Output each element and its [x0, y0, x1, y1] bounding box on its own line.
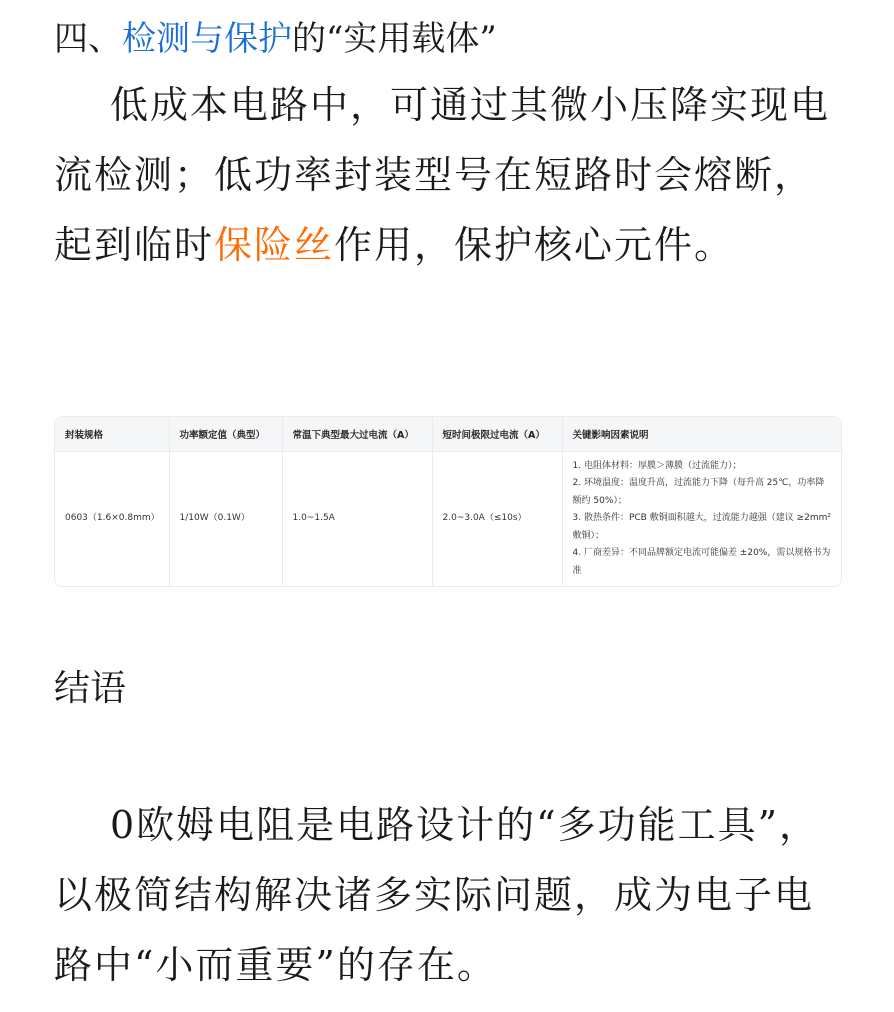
paragraph-conclusion — [54, 790, 846, 1000]
table-header-row — [55, 417, 841, 451]
note-item: 4. 厂商差异：不同品牌额定电流可能偏差 ±20%，需以规格书为准 — [572, 548, 831, 576]
note-item: 2. 环境温度：温度升高，过流能力下降（每升高 25℃，功率降额约 50%）； — [572, 478, 825, 506]
paragraph1-highlight: 保险丝 — [214, 223, 335, 267]
th-notes: 关键影响因素说明 — [562, 417, 841, 451]
paragraph-current-detection — [54, 70, 846, 280]
paragraph1-part1: 低成本电路中，可通过其微小压降实现电流检测；低功率封装型号在短路时会熔断，起到临时 — [54, 83, 831, 267]
heading-highlight: 检测与保护 — [122, 19, 292, 59]
spec-table — [54, 416, 842, 587]
section-heading — [54, 14, 854, 64]
th-max-current: 常温下典型最大过电流（A） — [282, 417, 432, 451]
paragraph1-part2: 作用，保护核心元件。 — [334, 223, 735, 267]
th-power: 功率额定值（典型） — [169, 417, 282, 451]
heading-suffix: 的“实用载体” — [292, 19, 497, 59]
cell-max-current: 1.0~1.5A — [282, 451, 432, 586]
note-item: 3. 散热条件：PCB 敷铜面积越大，过流能力越强（建议 ≥2mm² 敷铜）； — [572, 513, 831, 541]
paragraph2-text: 0欧姆电阻是电路设计的“多功能工具”，以极简结构解决诸多实际问题，成为电子电路中“小而重要”的存在。 — [54, 803, 820, 987]
table-row — [55, 451, 841, 586]
cell-power: 1/10W（0.1W） — [169, 451, 282, 586]
cell-notes — [562, 451, 841, 586]
cell-package: 0603（1.6×0.8mm） — [55, 451, 169, 586]
cell-limit-current: 2.0~3.0A（≤10s） — [432, 451, 562, 586]
note-item: 1. 电阻体材料：厚膜＞薄膜（过流能力）； — [572, 460, 742, 471]
th-limit-current: 短时间极限过电流（A） — [432, 417, 562, 451]
conclusion-title: 结语 — [54, 668, 127, 709]
heading-prefix: 四、 — [54, 19, 122, 59]
th-package: 封装规格 — [55, 417, 169, 451]
